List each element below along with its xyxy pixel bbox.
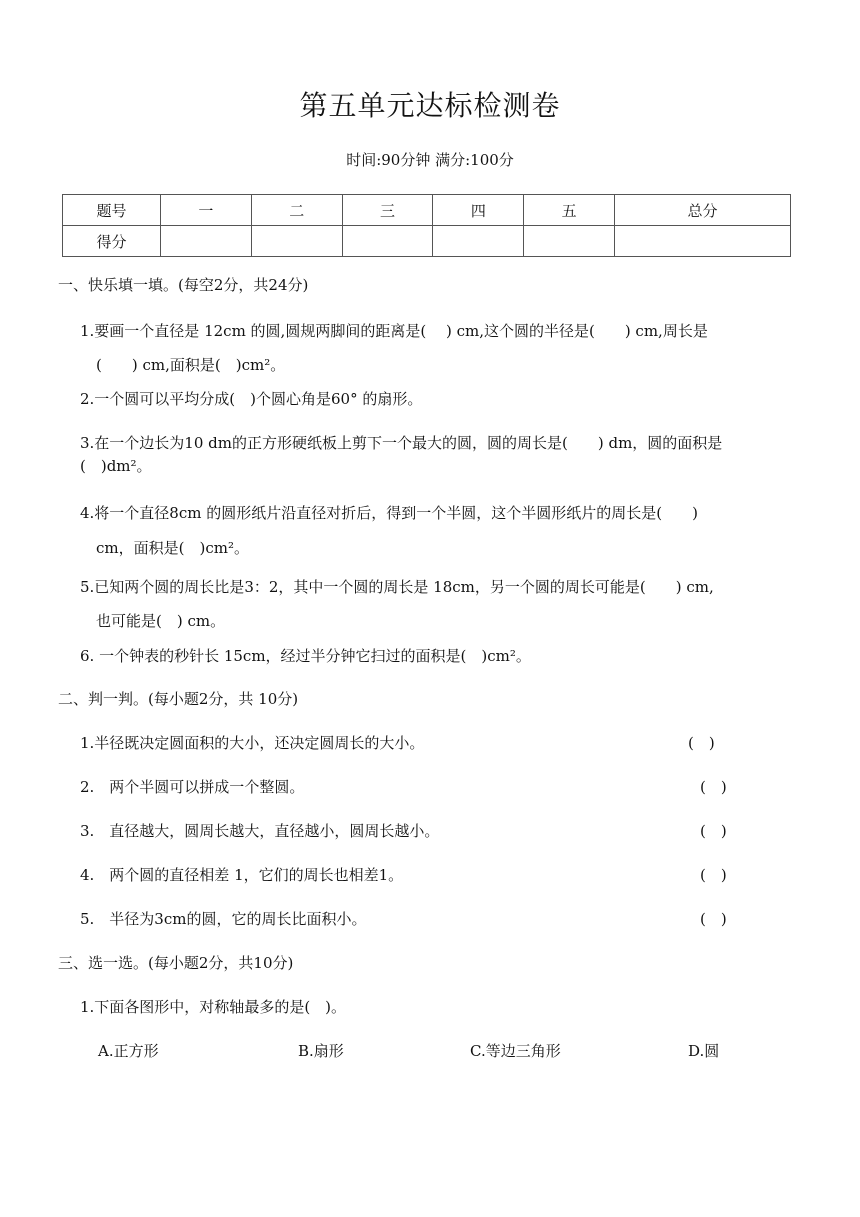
- judge-answer-1[interactable]: ( ): [688, 734, 715, 752]
- question-1-5-line-2: 也可能是( ) cm。: [96, 612, 226, 630]
- section-1-heading: 一、快乐填一填。(每空2分，共24分): [58, 276, 309, 294]
- question-1-4-line-2: cm，面积是( )cm²。: [96, 539, 249, 557]
- page-title: 第五单元达标检测卷: [299, 89, 561, 122]
- score-table: [62, 194, 791, 257]
- score-cell-2[interactable]: [251, 226, 342, 257]
- exam-info: 时间:90分钟 满分:100分: [346, 151, 514, 169]
- judge-answer-3[interactable]: ( ): [700, 822, 727, 840]
- header-cell-4: 四: [433, 195, 524, 226]
- header-cell-1: 一: [161, 195, 252, 226]
- option-d[interactable]: D.圆: [688, 1042, 720, 1060]
- question-1-2: 2.一个圆可以平均分成( )个圆心角是60° 的扇形。: [80, 390, 423, 408]
- score-cell-4[interactable]: [433, 226, 524, 257]
- question-1-1-line-2: ( ) cm,面积是( )cm²。: [96, 356, 286, 374]
- header-cell-total: 总分: [615, 195, 791, 226]
- score-cell-1[interactable]: [161, 226, 252, 257]
- judge-item-3: 3. 直径越大，圆周长越大，直径越小，圆周长越小。: [80, 822, 440, 840]
- choice-question-1: 1.下面各图形中，对称轴最多的是( )。: [80, 998, 347, 1016]
- score-cell-5[interactable]: [524, 226, 615, 257]
- question-1-3-line-1: 3.在一个边长为10 dm的正方形硬纸板上剪下一个最大的圆，圆的周长是( ) dm，圆的面积是: [80, 434, 723, 452]
- score-table-header-row: [63, 195, 791, 226]
- header-cell-label: 题号: [63, 195, 161, 226]
- judge-answer-2[interactable]: ( ): [700, 778, 727, 796]
- score-table-score-row: [63, 226, 791, 257]
- judge-answer-4[interactable]: ( ): [700, 866, 727, 884]
- option-b[interactable]: B.扇形: [298, 1042, 344, 1060]
- header-cell-5: 五: [524, 195, 615, 226]
- section-2-heading: 二、判一判。(每小题2分，共 10分): [58, 690, 299, 708]
- score-cell-total[interactable]: [615, 226, 791, 257]
- header-cell-3: 三: [342, 195, 433, 226]
- section-3-heading: 三、选一选。(每小题2分，共10分): [58, 954, 294, 972]
- judge-item-2: 2. 两个半圆可以拼成一个整圆。: [80, 778, 305, 796]
- judge-item-1: 1.半径既决定圆面积的大小，还决定圆周长的大小。: [80, 734, 425, 752]
- question-1-1-line-1: 1.要画一个直径是 12cm 的圆,圆规两脚间的距离是( ) cm,这个圆的半径是( ) cm,周长是: [80, 322, 708, 340]
- question-1-6: 6. 一个钟表的秒针长 15cm，经过半分钟它扫过的面积是( )cm²。: [80, 647, 531, 665]
- score-row-label: 得分: [63, 226, 161, 257]
- judge-answer-5[interactable]: ( ): [700, 910, 727, 928]
- judge-item-4: 4. 两个圆的直径相差 1，它们的周长也相差1。: [80, 866, 404, 884]
- score-cell-3[interactable]: [342, 226, 433, 257]
- option-a[interactable]: A.正方形: [98, 1042, 159, 1060]
- option-c[interactable]: C.等边三角形: [470, 1042, 561, 1060]
- question-1-3-line-2: ( )dm²。: [80, 457, 152, 475]
- question-1-5-line-1: 5.已知两个圆的周长比是3：2，其中一个圆的周长是 18cm，另一个圆的周长可能是( ) cm,: [80, 578, 714, 596]
- judge-item-5: 5. 半径为3cm的圆，它的周长比面积小。: [80, 910, 367, 928]
- header-cell-2: 二: [251, 195, 342, 226]
- question-1-4-line-1: 4.将一个直径8cm 的圆形纸片沿直径对折后，得到一个半圆，这个半圆形纸片的周长是( ): [80, 504, 698, 522]
